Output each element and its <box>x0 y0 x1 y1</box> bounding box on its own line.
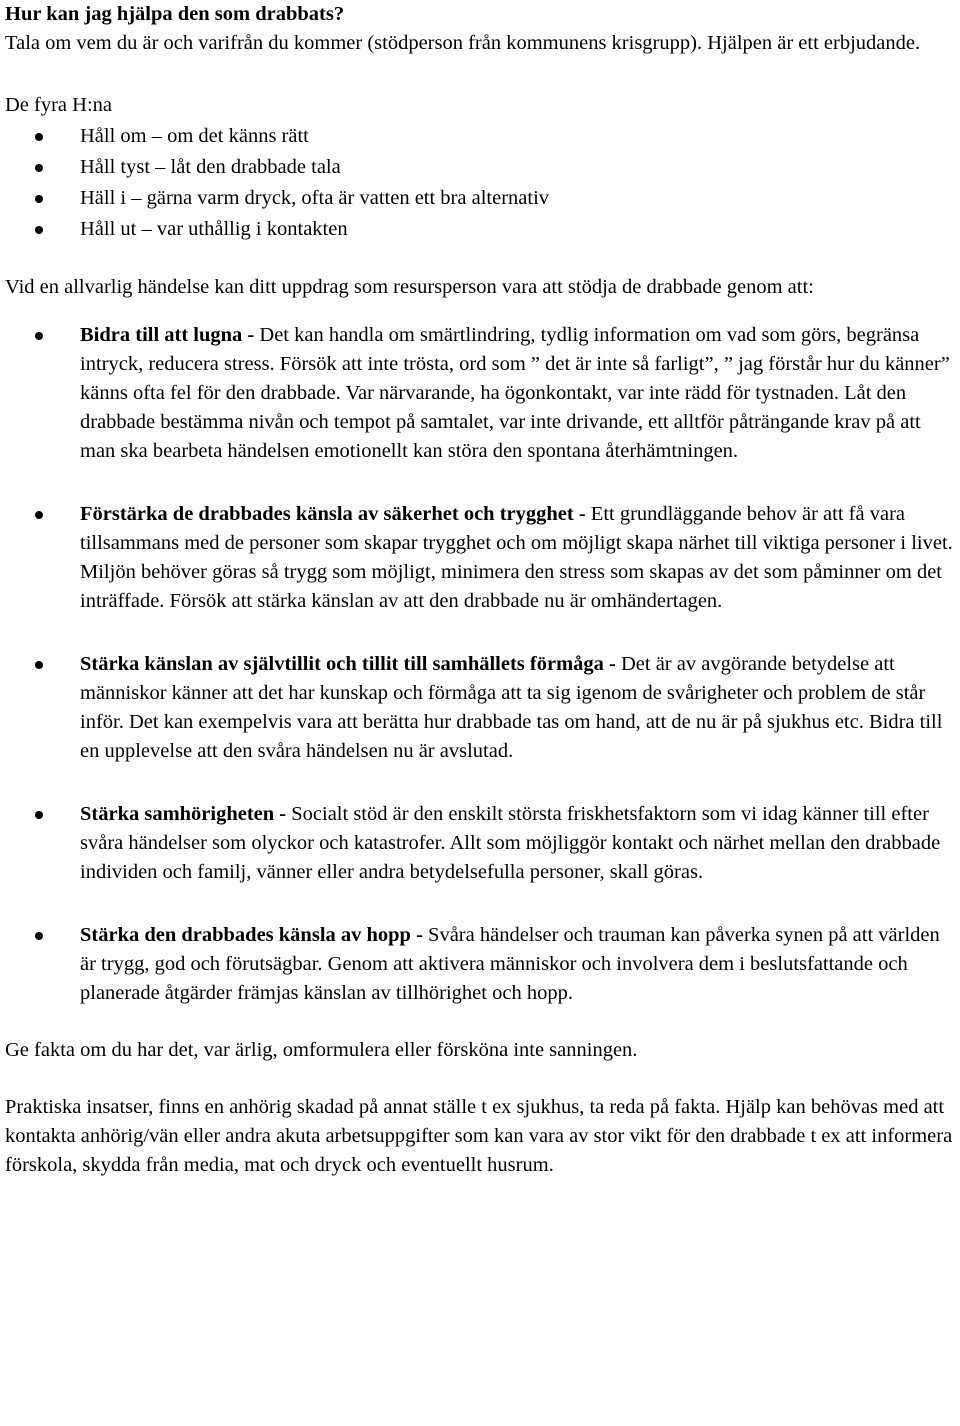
support-list <box>5 321 960 1008</box>
list-item-title: Förstärka de drabbades känsla av säkerhet och trygghet - <box>80 503 586 525</box>
list-item-title: Stärka den drabbades känsla av hopp - <box>80 924 423 946</box>
four-h-list <box>5 121 960 245</box>
list-item <box>5 800 960 887</box>
support-intro-paragraph: Vid en allvarlig händelse kan ditt uppdrag som resursperson vara att stödja de drabbade genom att: <box>5 276 814 298</box>
list-item-text: Socialt stöd är den enskilt största friskhetsfaktorn som vi idag känner till efter svåra händelser som olyckor och katastrofer. Allt som möjliggör kontakt och närhet mellan den drabbade individen och familj, vänner eller andra betydelsefulla personer, skall göras. <box>80 803 941 883</box>
practical-paragraph: Praktiska insatser, finns en anhörig skadad på annat ställe t ex sjukhus, ta reda på fakta. Hjälp kan behövas med att kontakta anhörig/vän eller andra akuta arbetsuppgifter som kan vara av stor vikt för den drabbade t ex att informera förskola, skydda från media, mat och dryck och eventuellt husrum. <box>5 1096 953 1176</box>
bullet-icon <box>35 932 43 940</box>
bullet-icon <box>35 511 43 519</box>
list-item-text: Håll om – om det känns rätt <box>80 125 309 147</box>
list-item <box>5 500 960 616</box>
page-title: Hur kan jag hjälpa den som drabbats? <box>5 3 345 25</box>
list-item-title: Stärka känslan av självtillit och tillit till samhällets förmåga - <box>80 653 616 675</box>
list-item-title: Stärka samhörigheten - <box>80 803 287 825</box>
list-item-text: Svåra händelser och trauman kan påverka synen på att världen är trygg, god och förutsägbar. Genom att aktivera människor och involvera dem i beslutsfattande och planerade åtgärder främjas känslan av tillhörighet och hopp. <box>80 924 940 1004</box>
bullet-icon <box>35 226 43 234</box>
list-item <box>5 152 960 183</box>
bullet-icon <box>35 332 43 340</box>
list-item-text: Håll ut – var uthållig i kontakten <box>80 218 348 240</box>
list-item <box>5 321 960 466</box>
list-item <box>5 921 960 1008</box>
list-item <box>5 183 960 214</box>
list-item-text: Ett grundläggande behov är att få vara tillsammans med de personer som skapar trygghet och om möjligt skapa närhet till viktiga personer i livet. Miljön behöver göras så trygg som möjligt, minimera den stress som skapas av det som påminner om det inträffade. Försök att stärka känslan av att den drabbade nu är omhändertagen. <box>80 503 953 612</box>
list-item-text: Häll i – gärna varm dryck, ofta är vatten ett bra alternativ <box>80 187 550 209</box>
document-page <box>5 0 960 1180</box>
list-item-text: Håll tyst – låt den drabbade tala <box>80 156 341 178</box>
bullet-icon <box>35 133 43 141</box>
list-item <box>5 650 960 766</box>
list-item-text: Det kan handla om smärtlindring, tydlig information om vad som görs, begränsa intryck, reducera stress. Försök att inte trösta, ord som ” det är inte så farligt”, ” jag förstår hur du känner” känns ofta fel för den drabbade. Var närvarande, ha ögonkontakt, var inte rädd för tystnaden. Låt den drabbade bestämma nivån och tempot på samtalet, var inte drivande, ett alltför påträngande krav på att man ska bearbeta händelsen emotionellt kan störa den spontana återhämtningen. <box>80 324 950 462</box>
facts-paragraph: Ge fakta om du har det, var ärlig, omformulera eller försköna inte sanningen. <box>5 1039 638 1061</box>
intro-paragraph: Tala om vem du är och varifrån du kommer (stödperson från kommunens krisgrupp). Hjälpen är ett erbjudande. <box>5 32 921 54</box>
list-item-text: Det är av avgörande betydelse att människor känner att det har kunskap och förmåga att ta sig igenom de svårigheter och problem de står inför. Det kan exempelvis vara att berätta hur drabbade tas om hand, att de nu är på sjukhus etc. Bidra till en upplevelse att den svåra händelsen nu är avslutad. <box>80 653 943 762</box>
bullet-icon <box>35 195 43 203</box>
bullet-icon <box>35 661 43 669</box>
bullet-icon <box>35 164 43 172</box>
list-item <box>5 121 960 152</box>
four-h-title: De fyra H:na <box>5 94 113 116</box>
list-item <box>5 214 960 245</box>
bullet-icon <box>35 811 43 819</box>
list-item-title: Bidra till att lugna - <box>80 324 255 346</box>
